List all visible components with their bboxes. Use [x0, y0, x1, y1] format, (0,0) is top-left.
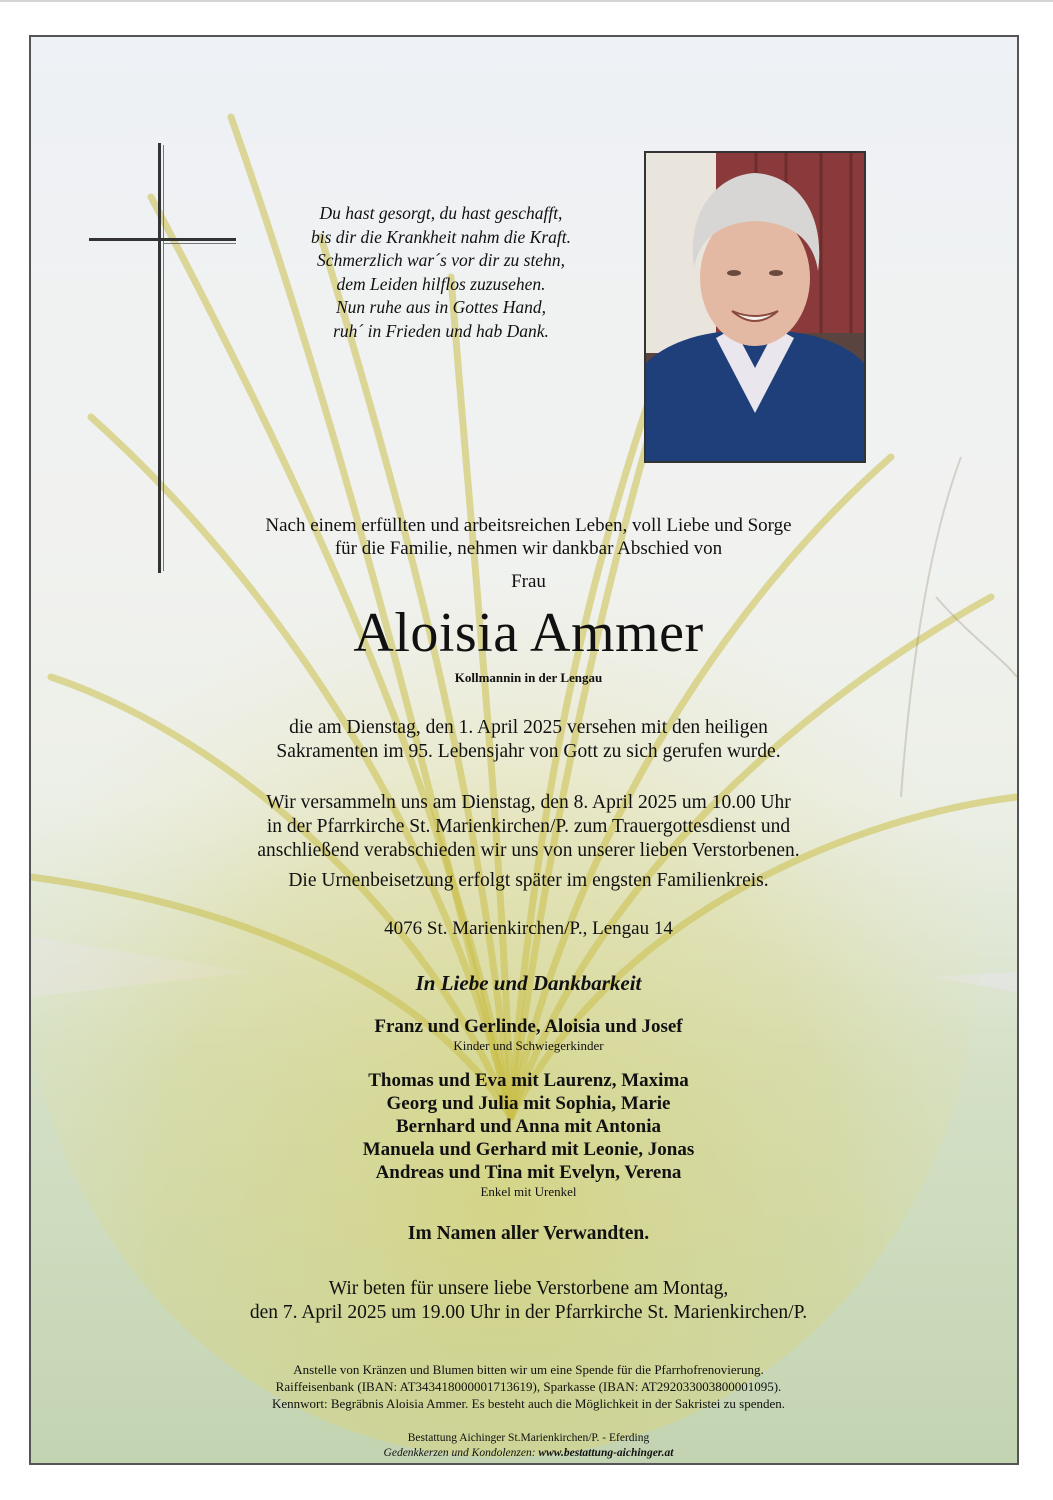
intro-line: für die Familie, nehmen wir dankbar Abschied von — [334, 538, 723, 559]
family-role: Kinder und Schwiegerkinder — [453, 1038, 604, 1053]
obituary-card — [29, 35, 1019, 1465]
address: 4076 St. Marienkirchen/P., Lengau 14 — [384, 918, 673, 939]
footer — [29, 1431, 1019, 1461]
donation-notice — [29, 1361, 1019, 1412]
family-name-line: Bernhard und Anna mit Antonia — [395, 1116, 662, 1137]
death-line: Sakramenten im 95. Lebensjahr von Gott zu sich gerufen wurde. — [276, 741, 781, 762]
family-name-line: Manuela und Gerhard mit Leonie, Jonas — [362, 1139, 695, 1160]
prayer-line: den 7. April 2025 um 19.00 Uhr in der Pfarrkirche St. Marienkirchen/P. — [249, 1301, 808, 1323]
deceased-name: Aloisia Ammer — [353, 602, 704, 664]
family-grandchildren — [29, 1069, 1019, 1200]
portrait-photo — [644, 151, 866, 463]
death-line: die am Dienstag, den 1. April 2025 versehen mit den heiligen — [289, 717, 768, 738]
ceremony-line: Die Urnenbeisetzung erfolgt später im engsten Familienkreis. — [288, 870, 769, 891]
poem-line: bis dir die Krankheit nahm die Kraft. — [310, 226, 572, 247]
donation-line: Raiffeisenbank (IBAN: AT343418000001713619), Sparkasse (IBAN: AT292033003800001095). — [275, 1379, 782, 1394]
death-notice — [29, 716, 1019, 764]
donation-line: Kennwort: Begräbnis Aloisia Ammer. Es besteht auch die Möglichkeit in der Sakristei zu spenden. — [271, 1396, 786, 1411]
intro-text — [29, 514, 1019, 560]
website-link[interactable]: www.bestattung-aichinger.at — [538, 1447, 674, 1459]
family-name-line: Georg und Julia mit Sophia, Marie — [386, 1093, 671, 1114]
poem-line: Nun ruhe aus in Gottes Hand, — [336, 297, 546, 317]
condolence-label: Gedenkkerzen und Kondolenzen: — [383, 1447, 536, 1459]
donation-line: Anstelle von Kränzen und Blumen bitten wir um eine Spende für die Pfarrhofrenovierung. — [293, 1362, 764, 1377]
ceremony-line: in der Pfarrkirche St. Marienkirchen/P. zum Trauergottesdienst und — [266, 816, 791, 837]
portrait-image — [646, 153, 864, 461]
top-rule — [0, 0, 1053, 2]
poem-line: Du hast gesorgt, du hast geschafft, — [319, 203, 563, 223]
ceremony-line: Wir versammeln uns am Dienstag, den 8. April 2025 um 10.00 Uhr — [266, 792, 791, 813]
poem-line: ruh´ in Frieden und hab Dank. — [333, 320, 549, 341]
family-name-line: Thomas und Eva mit Laurenz, Maxima — [368, 1070, 689, 1091]
prayer-notice — [29, 1277, 1019, 1324]
condolence-line — [29, 1446, 1019, 1461]
family-name-line: Andreas und Tina mit Evelyn, Verena — [375, 1162, 682, 1183]
relatives-line: Im Namen aller Verwandten. — [407, 1223, 650, 1244]
cross-icon — [89, 143, 239, 573]
ceremony-line: anschließend verabschieden wir uns von unserer lieben Verstorbenen. — [257, 840, 800, 861]
family-name-line: Franz und Gerlinde, Aloisia und Josef — [374, 1016, 683, 1037]
memorial-poem — [261, 202, 621, 343]
family-role: Enkel mit Urenkel — [480, 1184, 577, 1199]
poem-line: dem Leiden hilflos zuzusehen. — [336, 273, 546, 294]
ceremony-notice — [29, 791, 1019, 893]
undertaker-name: Bestattung Aichinger St.Marienkirchen/P. - Eferding — [407, 1432, 650, 1444]
closing-phrase: In Liebe und Dankbarkeit — [415, 971, 642, 995]
prayer-line: Wir beten für unsere liebe Verstorbene am Montag, — [328, 1278, 729, 1299]
deceased-nickname: Kollmannin in der Lengau — [454, 670, 603, 685]
intro-line: Nach einem erfüllten und arbeitsreichen Leben, voll Liebe und Sorge — [265, 515, 792, 536]
poem-line: Schmerzlich war´s vor dir zu stehn, — [317, 250, 565, 270]
family-children — [29, 1015, 1019, 1054]
salutation: Frau — [511, 571, 546, 592]
